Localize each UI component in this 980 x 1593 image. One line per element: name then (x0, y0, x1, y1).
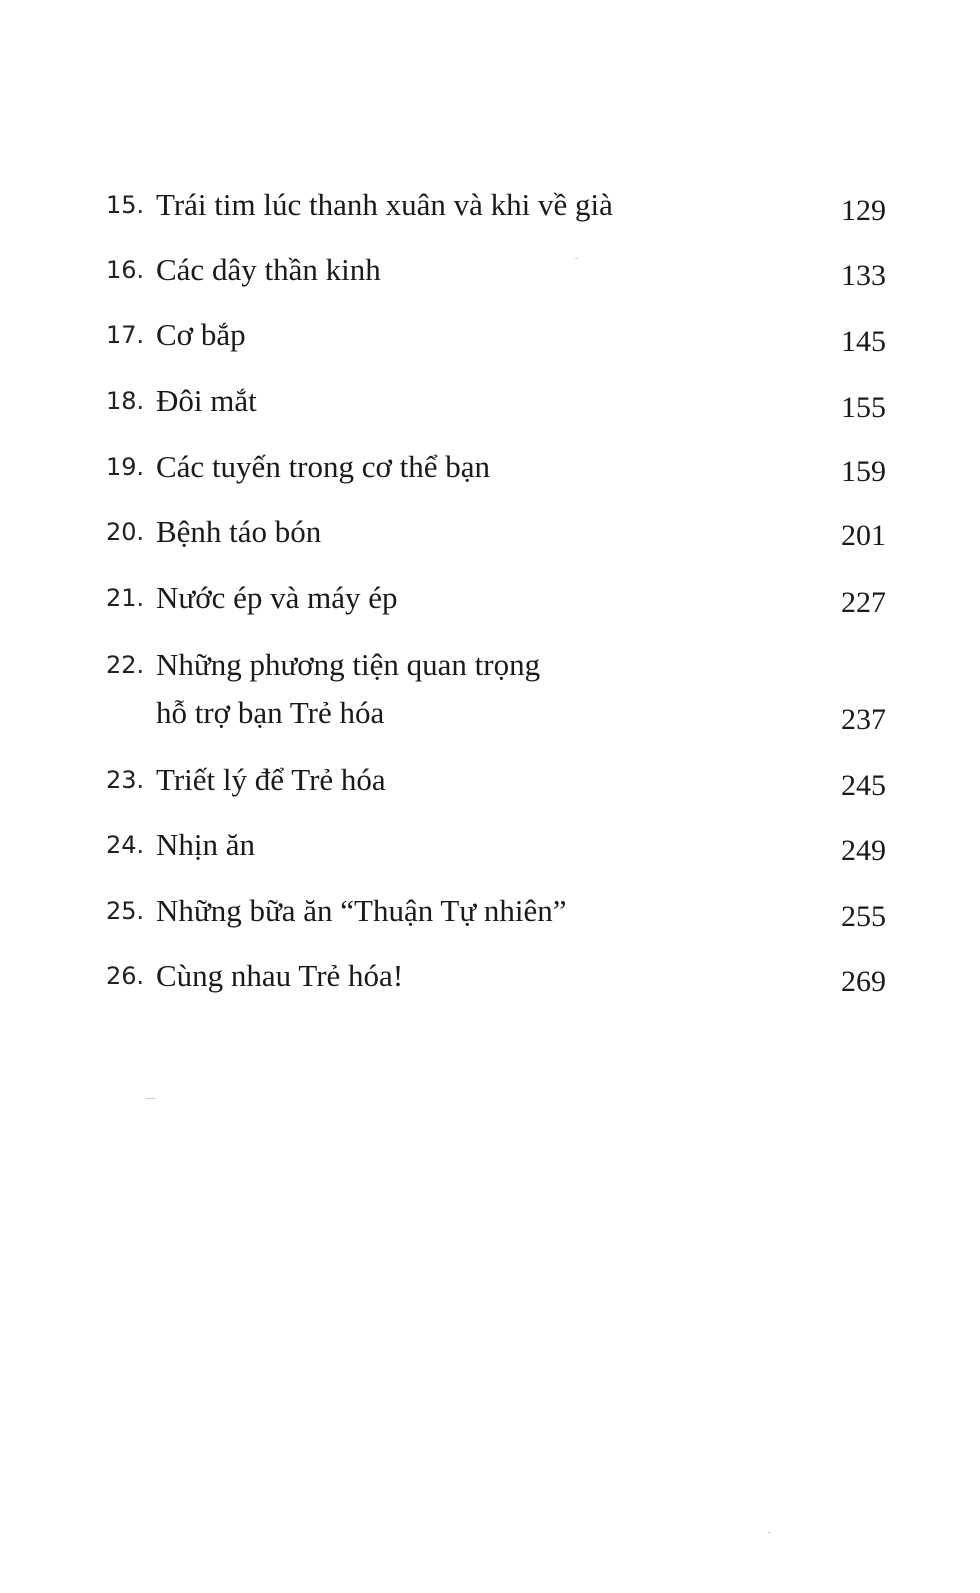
entry-title: Triết lý để Trẻ hóa (156, 762, 386, 797)
entry-title: Các dây thần kinh (156, 252, 381, 287)
entry-number: 22. (106, 651, 145, 679)
entry-title: Nước ép và máy ép (156, 580, 398, 615)
entry-title: Trái tim lúc thanh xuân và khi về già (156, 187, 613, 222)
entry-title-continuation: hỗ trợ bạn Trẻ hóa (156, 695, 385, 730)
entry-number: 17. (106, 321, 145, 349)
entry-number: 25. (106, 897, 145, 925)
entry-title: Những bữa ăn “Thuận Tự nhiên” (156, 893, 567, 928)
entry-page-number: 201 (841, 519, 886, 552)
entry-title: Bệnh táo bón (156, 514, 322, 549)
entry-number: 21. (106, 584, 145, 612)
entry-title: Những phương tiện quan trọng (156, 647, 541, 682)
entry-page-number: 245 (841, 769, 886, 802)
entry-page-number: 227 (841, 586, 886, 619)
entry-page-number: 237 (841, 703, 886, 736)
entry-number: 20. (106, 518, 145, 546)
entry-page-number: 155 (841, 391, 886, 424)
entry-page-number: 249 (841, 834, 886, 867)
entry-number: 15. (106, 191, 145, 219)
entry-title: Cùng nhau Trẻ hóa! (156, 958, 404, 993)
entry-title: Đôi mắt (156, 383, 257, 418)
entry-title: Các tuyến trong cơ thể bạn (156, 449, 491, 484)
entry-title: Nhịn ăn (156, 827, 256, 862)
entry-page-number: 133 (841, 259, 886, 292)
entry-number: 24. (106, 831, 145, 859)
scan-speck (575, 258, 578, 259)
entry-page-number: 145 (841, 325, 886, 358)
entry-page-number: 129 (841, 194, 886, 227)
entry-number: 16. (106, 256, 145, 284)
scan-speck (768, 1532, 771, 1533)
entry-page-number: 159 (841, 455, 886, 488)
entry-title: Cơ bắp (156, 317, 246, 352)
entry-number: 18. (106, 387, 145, 415)
entry-number: 19. (106, 453, 145, 481)
scan-speck (146, 1098, 156, 1099)
entry-page-number: 255 (841, 900, 886, 933)
entry-number: 26. (106, 962, 145, 990)
entry-number: 23. (106, 766, 145, 794)
entry-page-number: 269 (841, 965, 886, 998)
